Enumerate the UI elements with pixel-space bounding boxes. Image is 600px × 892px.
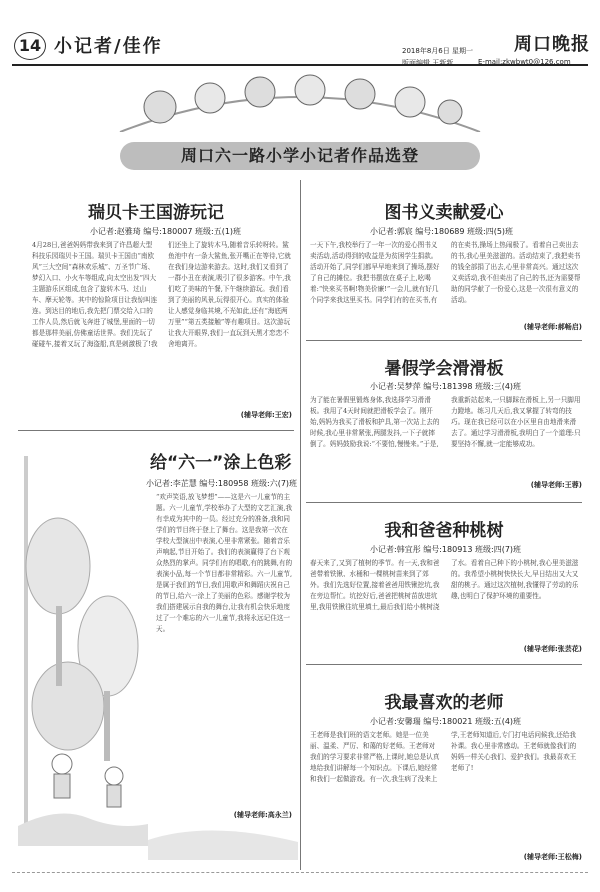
- footer-rule: [12, 872, 588, 873]
- section-rule: [306, 340, 582, 341]
- illustration-trees: [18, 446, 148, 846]
- section-rule: [306, 664, 582, 665]
- article-mentor: (辅导老师:王松梅): [523, 853, 582, 861]
- article-mentor: (辅导老师:郝畅启): [523, 323, 582, 331]
- article-title: 暑假学会滑滑板: [384, 359, 504, 379]
- article-body: 为了能在暑假里锻炼身体,我选择学习滑滑板。我用了4天时间就把滑板学会了。刚开始,妈妈为我买了滑板和护具,第一次站上去的时候,我心里非常紧张,两腿发抖,一下子就摔倒了。妈妈鼓励我说:“不要怕,慢慢来。”于是,我重新站起来,一只脚踩在滑板上,另一只脚用力蹬地。练习几天后,我又掌握了转弯的技巧。现在我已经可以在小区里自由地滑来滑去了。通过学习滑滑板,我明白了一个道理:只要坚持不懈,就一定能够成功。: [310, 396, 581, 448]
- article-mentor: (辅导老师:王宏): [240, 411, 292, 419]
- article-title: 我最喜欢的老师: [384, 693, 504, 713]
- article-body: 4月28日,爸爸妈妈带我来到了许昌超大型科技乐园瑞贝卡王国。瑞贝卡王国由“南欧风”三大空间“森林欢乐城”、万圣节广场、梦幻入口、小火车等组成,向太空出发”四大主题游乐区组成,包含了旋转木马、过山车、摩天轮等。其中的惊险项目让我惊叫连连。到达目的地后,我先把门票交给入口的工作人员,然后就飞奔进了城堡,里面的一切都是那样美丽,仿佛童话世界。我们先玩了碰碰车,接着又玩了海盗船,真是刺激极了!我们还坐上了旋转木马,随着音乐转呀转。鲨鱼池中有一条大鲨鱼,张开嘴正在等待,它就在我们身边游来游去。这时,我们又看到了一群小丑在表演,吸引了很多游客。中午,我们吃了美味的午餐,下午继续游玩。我们看到了美丽的风景,玩得很开心。真实的体验让人感觉身临其境,不光如此,还有“海底两万里”“第五类接触”等有趣项目。这次游玩让我大开眼界,我们一直玩到天黑才恋恋不舍地离开。: [32, 241, 291, 348]
- article-byline: 小记者:韩宜彤 编号:180913 班级:四(7)班: [370, 545, 522, 554]
- editor-email: E-mail:zkwbwt0@126.com: [478, 58, 571, 66]
- section-rule: [18, 430, 294, 431]
- article-byline: 小记者:赵雅琦 编号:180007 班级:五(1)班: [90, 227, 242, 236]
- article-title: 给“六一”涂上色彩: [150, 453, 292, 473]
- article-body: 一天下午,我校举行了一年一次的爱心图书义卖活动,活动得到的收益是为贫困学生捐款。活动开始了,同学们都早早地来到了操场,摆好了自己的摊位。我把书摆放在桌子上,吆喝着:“快来买书啊!物美价廉!”一会儿,就有好几个同学来我这里买书。同学们有的在买书,有的在卖书,操场上热闹极了。看着自己卖出去的书,我心里美滋滋的。活动结束了,我把卖书的钱全部捐了出去,心里非常高兴。通过这次义卖活动,我不但卖出了自己的书,还为需要帮助的同学献了一份爱心,这是一次很有意义的活动。: [310, 241, 581, 304]
- article-mentor: (辅导老师:王蓉): [530, 481, 582, 489]
- article-byline: 小记者:郭宸 编号:180689 班级:四(5)班: [370, 227, 514, 236]
- banner-illustration: [100, 72, 500, 132]
- article-body: 王老师是我们班的语文老师。她是一位美丽、温柔、严厉、和蔼的好老师。王老师对我们的学习要求非常严格,上课时,她总是认真地给我们讲解每一个知识点。下课后,她经常和我们一起做游戏。有一次,我生病了没来上学,王老师知道后,专门打电话问候我,还给我补课。我心里非常感动。王老师就像我们的妈妈一样关心我们、爱护我们。我最喜欢王老师了!: [310, 731, 577, 783]
- page-number: 14: [14, 32, 46, 60]
- article-byline: 小记者:吴梦萍 编号:181398 班级:三(4)班: [370, 382, 522, 391]
- article-mentor: (辅导老师:张芸花): [523, 645, 582, 653]
- article-title: 我和爸爸种桃树: [384, 521, 504, 541]
- header-rule: [12, 64, 588, 66]
- article-body: 春天来了,又到了植树的季节。有一天,我和爸爸带着铁锹、水桶和一棵桃树苗来到了郊外。我们先选好位置,接着爸爸用铁锹挖坑,我在旁边帮忙。坑挖好后,爸爸把桃树苗放进坑里,我用铁锹往坑里填土,最后我们给小桃树浇了水。看着自己种下的小桃树,我心里美滋滋的。我希望小桃树快快长大,早日结出又大又甜的桃子。通过这次植树,我懂得了劳动的乐趣,也明白了保护环境的重要性。: [310, 559, 579, 611]
- article-body: “欢声笑语,放飞梦想”——这是六一儿童节的主题。六一儿童节,学校举办了大型的文艺汇演,我有幸成为其中的一员。经过充分的准备,我和同学们的节目终于登上了舞台。这是我第一次在学校大型演出中表演,心里非常紧张。随着音乐声响起,节目开始了。我们的表演赢得了台下观众热烈的掌声。同学们有的唱歌,有的跳舞,有的表演小品,每一个节目都非常精彩。六一儿童节,是属于我们的节日,我们用歌声和舞蹈庆祝自己的节日,给六一涂上了美丽的色彩。感谢学校为我们搭建展示自我的舞台,让我有机会快乐地度过了一个难忘的六一儿童节,我将永远记住这一天。: [156, 493, 293, 633]
- article-title: 图书义卖献爱心: [384, 203, 504, 223]
- issue-date: 2018年8月6日 星期一: [402, 47, 473, 55]
- illustration-ground: [148, 790, 298, 860]
- article-byline: 小记者:安馨瑞 编号:180021 班级:五(4)班: [370, 717, 522, 726]
- editor-credit: 版面编辑 王新新: [402, 59, 454, 67]
- section-rule: [306, 502, 582, 503]
- section-title: 小记者/佳作: [54, 36, 163, 57]
- article-mentor: (辅导老师:高永兰): [233, 811, 292, 819]
- column-divider: [300, 180, 301, 870]
- article-byline: 小记者:李芷慧 编号:180958 班级:六(7)班: [146, 479, 298, 488]
- feature-banner: 周口六一路小学小记者作品选登: [120, 142, 480, 170]
- article-title: 瑞贝卡王国游玩记: [88, 203, 224, 223]
- newspaper-brand: 周口晚报: [514, 34, 590, 55]
